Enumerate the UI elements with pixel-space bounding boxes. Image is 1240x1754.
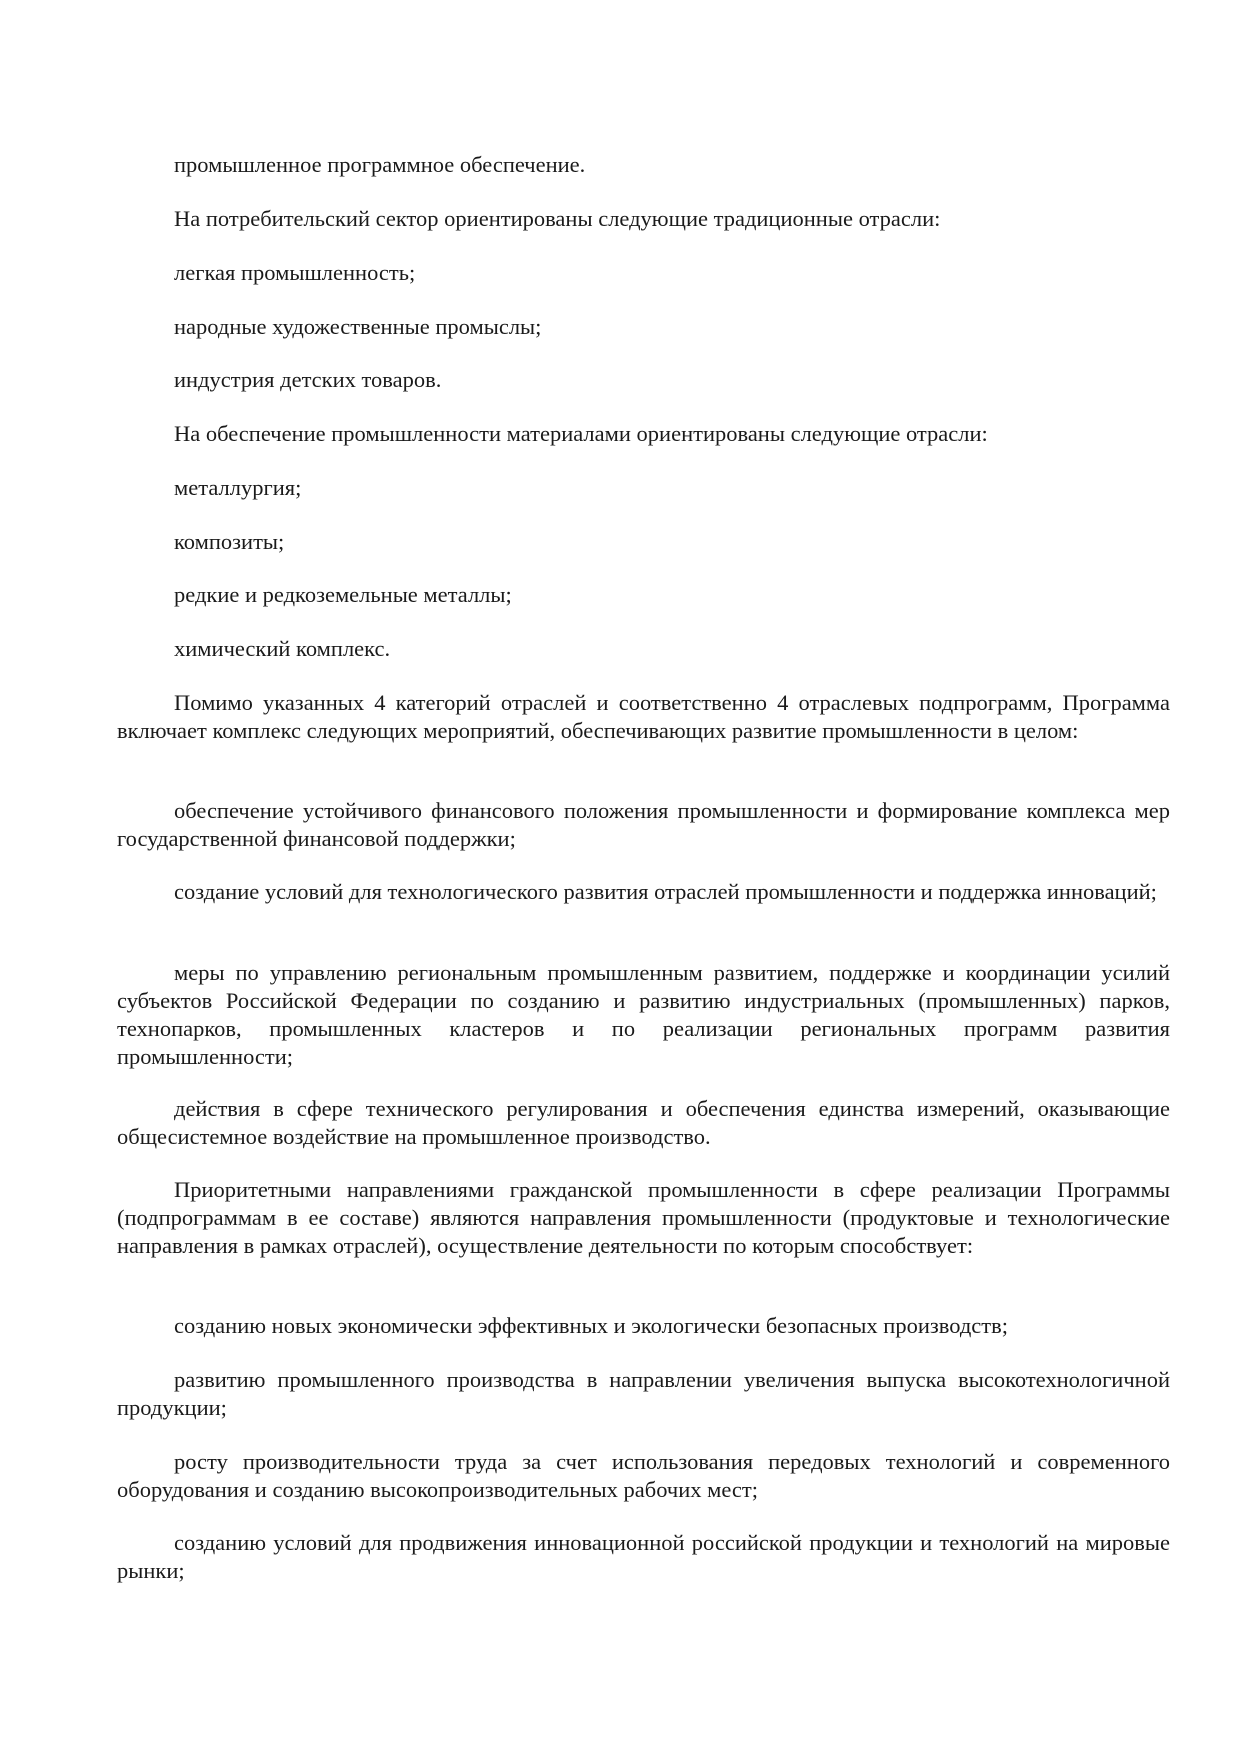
paragraph-14: меры по управлению региональным промышленным развитием, поддержке и координации усилий субъектов Российской Федерации по созданию и развитию индустриальных (промышленных) парков, технопарков, промышленных кластеров и по реализации региональных программ развития промышленности; <box>117 960 1170 1069</box>
paragraph-2: На потребительский сектор ориентированы следующие традиционные отрасли: <box>174 206 941 231</box>
paragraph-16: Приоритетными направлениями гражданской промышленности в сфере реализации Программы (подпрограммам в ее составе) являются направления промышленности (продуктовые и технологические направления в рамках отраслей), осуществление деятельности по которым способствует: <box>117 1177 1170 1258</box>
paragraph-20: созданию условий для продвижения инновационной российской продукции и технологий на мировые рынки; <box>117 1530 1170 1583</box>
paragraph-6: На обеспечение промышленности материалами ориентированы следующие отрасли: <box>174 421 988 446</box>
paragraph-4: народные художественные промыслы; <box>174 314 542 339</box>
paragraph-17: созданию новых экономически эффективных и экологически безопасных производств; <box>174 1313 1008 1338</box>
paragraph-19: росту производительности труда за счет использования передовых технологий и современного оборудования и созданию высокопроизводительных рабочих мест; <box>117 1449 1170 1502</box>
paragraph-10: химический комплекс. <box>174 636 391 661</box>
paragraph-8: композиты; <box>174 529 285 554</box>
paragraph-18: развитию промышленного производства в направлении увеличения выпуска высокотехнологичной продукции; <box>117 1367 1170 1420</box>
paragraph-5: индустрия детских товаров. <box>174 367 442 392</box>
paragraph-11: Помимо указанных 4 категорий отраслей и соответственно 4 отраслевых подпрограмм, Программа включает комплекс следующих мероприятий, обеспечивающих развитие промышленности в целом: <box>117 690 1170 743</box>
paragraph-15: действия в сфере технического регулирования и обеспечения единства измерений, оказывающие общесистемное воздействие на промышленное производство. <box>117 1096 1170 1149</box>
paragraph-9: редкие и редкоземельные металлы; <box>174 582 512 607</box>
paragraph-13: создание условий для технологического развития отраслей промышленности и поддержка инноваций; <box>174 879 1157 904</box>
paragraph-3: легкая промышленность; <box>174 260 416 285</box>
paragraph-1: промышленное программное обеспечение. <box>174 152 586 177</box>
paragraph-12: обеспечение устойчивого финансового положения промышленности и формирование комплекса мер государственной финансовой поддержки; <box>117 798 1170 851</box>
paragraph-7: металлургия; <box>174 475 302 500</box>
